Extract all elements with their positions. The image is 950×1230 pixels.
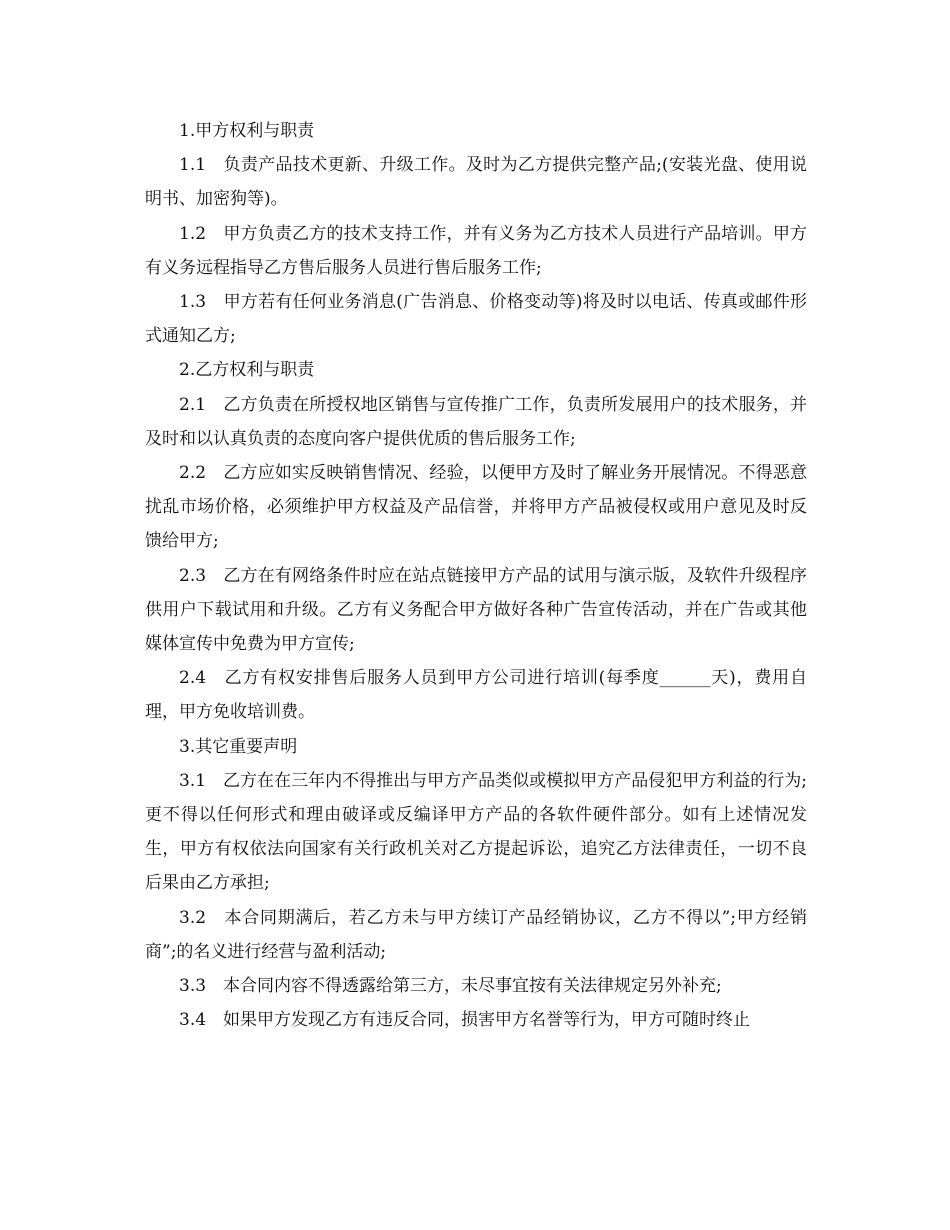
- clause-paragraph: 2.3 乙方在有网络条件时应在站点链接甲方产品的试用与演示版，及软件升级程序供用户下载试用和升级。乙方有义务配合甲方做好各种广告宣传活动，并在广告或其他媒体宣传中免费为甲方宣传;: [145, 565, 807, 655]
- clause-paragraph: 3.3 本合同内容不得透露给第三方，未尽事宜按有关法律规定另外补充;: [179, 976, 722, 997]
- section-heading: 3.其它重要声明: [179, 736, 298, 757]
- clause-paragraph: 1.2 甲方负责乙方的技术支持工作，并有义务为乙方技术人员进行产品培训。甲方有义务远程指导乙方售后服务人员进行售后服务工作;: [145, 223, 807, 278]
- clause-paragraph: 2.2 乙方应如实反映销售情况、经验，以便甲方及时了解业务开展情况。不得恶意扰乱市场价格，必须维护甲方权益及产品信誉，并将甲方产品被侵权或用户意见及时反馈给甲方;: [145, 463, 807, 552]
- clause-paragraph: 1.1 负责产品技术更新、升级工作。及时为乙方提供完整产品;(安装光盘、使用说明书、加密狗等)。: [145, 155, 807, 210]
- clause-paragraph: 2.4 乙方有权安排售后服务人员到甲方公司进行培训(每季度______天)，费用自理，甲方免收培训费。: [145, 668, 807, 723]
- clause-paragraph: 3.1 乙方在在三年内不得推出与甲方产品类似或模拟甲方产品侵犯甲方利益的行为;更不得以任何形式和理由破译或反编译甲方产品的各软件硬件部分。如有上述情况发生，甲方有权依法向国家有关行政机关对乙方提起诉讼，追究乙方法律责任，一切不良后果由乙方承担;: [145, 770, 807, 894]
- document-body: [145, 114, 807, 1037]
- clause-paragraph: 2.1 乙方负责在所授权地区销售与宣传推广工作，负责所发展用户的技术服务，并及时和以认真负责的态度向客户提供优质的售后服务工作;: [145, 394, 807, 449]
- clause-paragraph: 1.3 甲方若有任何业务消息(广告消息、价格变动等)将及时以电话、传真或邮件形式通知乙方;: [145, 292, 807, 347]
- section-heading: 1.甲方权利与职责: [179, 121, 315, 141]
- clause-paragraph: 3.4 如果甲方发现乙方有违反合同，损害甲方名誉等行为，甲方可随时终止: [179, 1010, 751, 1031]
- section-heading: 2.乙方权利与职责: [179, 360, 315, 381]
- clause-paragraph: 3.2 本合同期满后，若乙方未与甲方续订产品经销协议，乙方不得以”;甲方经销商”;的名义进行经营与盈利活动;: [145, 907, 807, 962]
